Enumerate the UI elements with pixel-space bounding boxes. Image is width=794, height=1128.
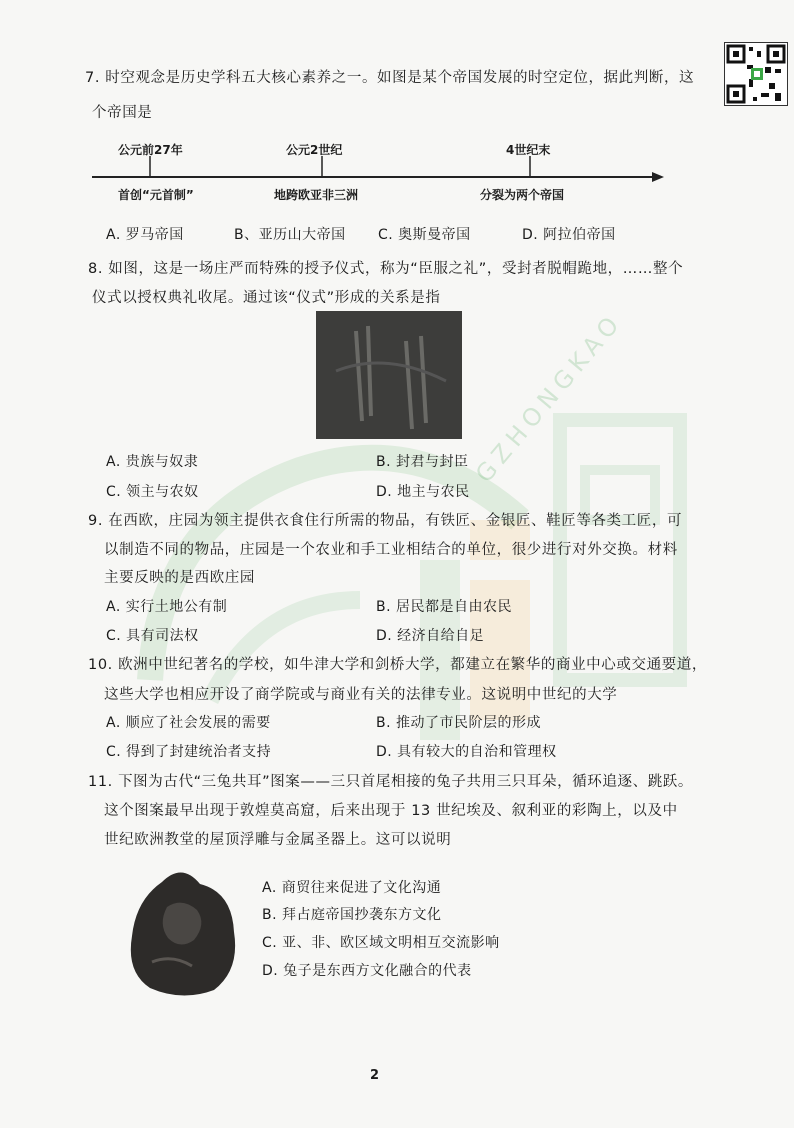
qr-code xyxy=(724,42,788,106)
q11-option-a[interactable]: A. 商贸往来促进了文化沟通 xyxy=(262,880,442,896)
q10-option-a[interactable]: A. 顺应了社会发展的需要 xyxy=(106,715,271,731)
q8-homage-photo xyxy=(316,311,462,439)
q11-stem-line3: 世纪欧洲教堂的屋顶浮雕与金属圣器上。这可以说明 xyxy=(104,832,452,848)
q8-stem-line2: 仪式以授权典礼收尾。通过该“仪式”形成的关系是指 xyxy=(92,290,441,306)
q8-option-c[interactable]: C. 领主与农奴 xyxy=(106,484,199,500)
q9-option-d[interactable]: D. 经济自给自足 xyxy=(376,628,485,644)
q11-option-c[interactable]: C. 亚、非、欧区域文明相互交流影响 xyxy=(262,935,500,951)
q7-stem-line2: 个帝国是 xyxy=(92,105,153,121)
q8-option-d[interactable]: D. 地主与农民 xyxy=(376,484,470,500)
timeline-bottom-label-2: 地跨欧亚非三洲 xyxy=(274,188,359,202)
q11-option-d[interactable]: D. 兔子是东西方文化融合的代表 xyxy=(262,963,472,979)
q7-stem-line1: 7. 时空观念是历史学科五大核心素养之一。如图是某个帝国发展的时空定位，据此判断，这 xyxy=(85,70,695,86)
q7-option-d[interactable]: D. 阿拉伯帝国 xyxy=(522,227,616,243)
q7-option-b[interactable]: B、亚历山大帝国 xyxy=(234,227,346,243)
q10-stem-line1: 10. 欧洲中世纪著名的学校，如牛津大学和剑桥大学，都建立在繁华的商业中心或交通要道， xyxy=(88,657,707,673)
q10-option-d[interactable]: D. 具有较大的自治和管理权 xyxy=(376,744,557,760)
q9-option-b[interactable]: B. 居民都是自由农民 xyxy=(376,599,513,615)
q7-option-a[interactable]: A. 罗马帝国 xyxy=(106,227,184,243)
q11-stem-line1: 11. 下图为古代“三兔共耳”图案——三只首尾相接的兔子共用三只耳朵，循环追逐、跳跃。 xyxy=(88,774,693,790)
q10-stem-line2: 这些大学也相应开设了商学院或与商业有关的法律专业。这说明中世纪的大学 xyxy=(104,687,618,703)
q9-option-a[interactable]: A. 实行土地公有制 xyxy=(106,599,228,615)
timeline-top-label-2: 公元2世纪 xyxy=(286,143,343,157)
q8-option-a[interactable]: A. 贵族与奴隶 xyxy=(106,454,199,470)
q11-three-hares-image xyxy=(122,862,242,1000)
q9-stem-line2: 以制造不同的物品，庄园是一个农业和手工业相结合的单位，很少进行对外交换。材料 xyxy=(104,542,678,558)
page-number: 2 xyxy=(370,1068,380,1083)
q9-stem-line1: 9. 在西欧，庄园为领主提供衣食住行所需的物品，有铁匠、金银匠、鞋匠等各类工匠，可 xyxy=(88,513,683,529)
timeline-top-label-3: 4世纪末 xyxy=(506,143,551,157)
q7-option-c[interactable]: C. 奥斯曼帝国 xyxy=(378,227,471,243)
q11-stem-line2: 这个图案最早出现于敦煌莫高窟，后来出现于 13 世纪埃及、叙利亚的彩陶上，以及中 xyxy=(104,803,678,819)
timeline-top-label-1: 公元前27年 xyxy=(118,143,183,157)
q9-stem-line3: 主要反映的是西欧庄园 xyxy=(104,570,255,586)
q9-option-c[interactable]: C. 具有司法权 xyxy=(106,628,199,644)
q8-option-b[interactable]: B. 封君与封臣 xyxy=(376,454,469,470)
q10-option-b[interactable]: B. 推动了市民阶层的形成 xyxy=(376,715,542,731)
q11-option-b[interactable]: B. 拜占庭帝国抄袭东方文化 xyxy=(262,907,442,923)
q8-stem-line1: 8. 如图，这是一场庄严而特殊的授予仪式，称为“臣服之礼”，受封者脱帽跪地，……整个 xyxy=(88,261,684,277)
q10-option-c[interactable]: C. 得到了封建统治者支持 xyxy=(106,744,272,760)
timeline-bottom-label-1: 首创“元首制” xyxy=(118,188,194,202)
watermark-latin: GZHONGKAO xyxy=(470,307,629,488)
timeline-bottom-label-3: 分裂为两个帝国 xyxy=(480,188,565,202)
